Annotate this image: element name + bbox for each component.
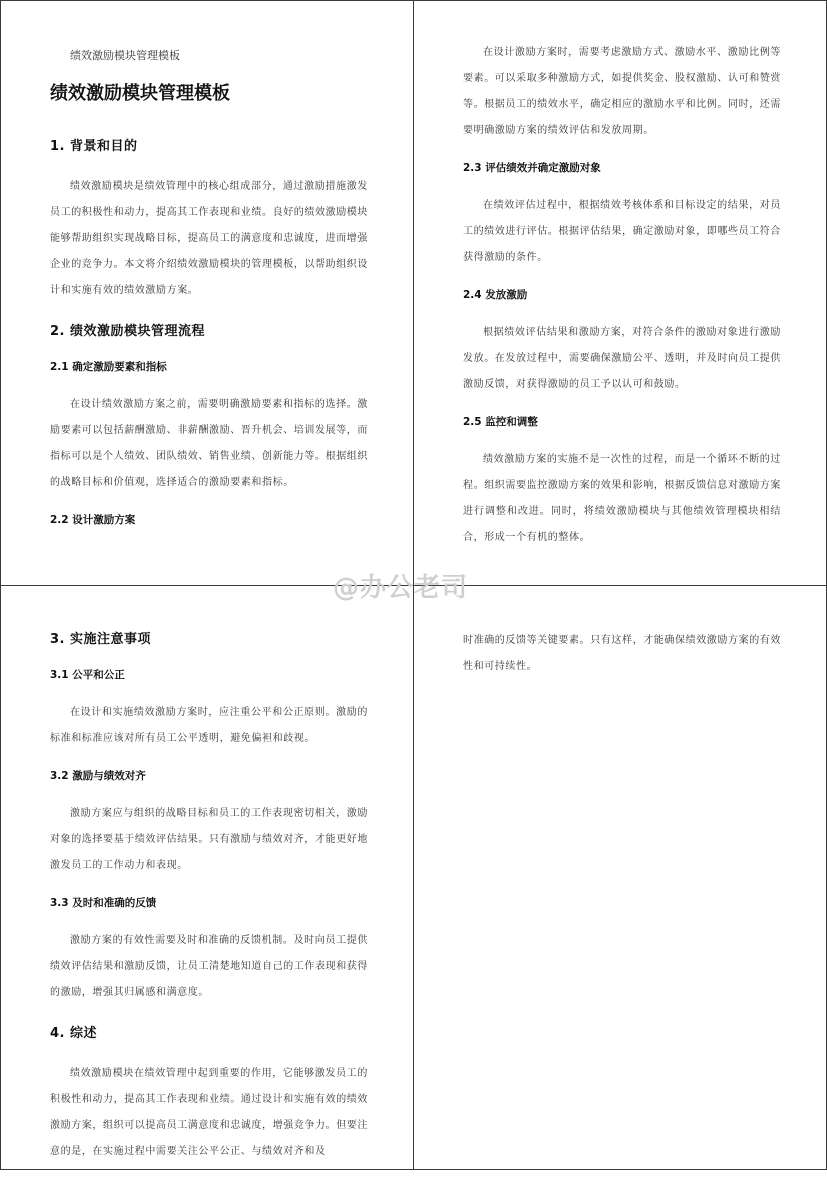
section-4-paragraph: 绩效激励模块在绩效管理中起到重要的作用，它能够激发员工的积极性和动力，提高其工作表现和业绩。通过设计和实施有效的绩效激励方案，组织可以提高员工满意度和忠诚度，增强竞争力。但要注意的是，在实施过程中需要关注公平公正、与绩效对齐和及 (50, 1068, 368, 1157)
section-2-4-paragraph: 根据绩效评估结果和激励方案，对符合条件的激励对象进行激励发放。在发放过程中，需要确保激励公平、透明，并及时向员工提供激励反馈，对获得激励的员工予以认可和鼓励。 (463, 327, 781, 390)
page-1 (50, 40, 368, 545)
section-3-1-heading: 3.1 公平和公正 (50, 669, 125, 681)
page-2 (463, 40, 781, 567)
section-2-2-heading: 2.2 设计激励方案 (50, 514, 136, 526)
watermark-text: @办公老司 (333, 573, 469, 603)
section-2-4-heading: 2.4 发放激励 (463, 289, 528, 301)
section-2-1-paragraph: 在设计绩效激励方案之前，需要明确激励要素和指标的选择。激励要素可以包括薪酬激励、非薪酬激励、晋升机会、培训发展等，而指标可以是个人绩效、团队绩效、销售业绩、创新能力等。根据组织的战略目标和价值观，选择适合的激励要素和指标。 (50, 399, 368, 488)
page-header-note: 绩效激励模块管理模板 (70, 49, 180, 62)
section-2-heading: 2. 绩效激励模块管理流程 (50, 324, 206, 339)
page-3 (50, 628, 368, 1181)
section-1-heading: 1. 背景和目的 (50, 139, 138, 154)
section-3-3-heading: 3.3 及时和准确的反馈 (50, 897, 157, 909)
section-2-1-heading: 2.1 确定激励要素和指标 (50, 361, 167, 373)
section-2-2-paragraph: 在设计激励方案时，需要考虑激励方式、激励水平、激励比例等要素。可以采取多种激励方式，如提供奖金、股权激励、认可和赞赏等。根据员工的绩效水平，确定相应的激励水平和比例。同时，还需要明确激励方案的绩效评估和发放周期。 (463, 47, 781, 136)
page-4 (463, 628, 781, 696)
section-2-5-heading: 2.5 监控和调整 (463, 416, 538, 428)
section-3-3-paragraph: 激励方案的有效性需要及时和准确的反馈机制。及时向员工提供绩效评估结果和激励反馈，让员工清楚地知道自己的工作表现和获得的激励，增强其归属感和满意度。 (50, 935, 368, 998)
section-3-1-paragraph: 在设计和实施绩效激励方案时，应注重公平和公正原则。激励的标准和标准应该对所有员工公平透明，避免偏袒和歧视。 (50, 707, 368, 744)
section-4-heading: 4. 综述 (50, 1026, 98, 1041)
section-2-5-paragraph: 绩效激励方案的实施不是一次性的过程，而是一个循环不断的过程。组织需要监控激励方案的效果和影响，根据反馈信息对激励方案进行调整和改进。同时，将绩效激励模块与其他绩效管理模块相结合，形成一个有机的整体。 (463, 454, 781, 543)
section-1-paragraph: 绩效激励模块是绩效管理中的核心组成部分，通过激励措施激发员工的积极性和动力，提高其工作表现和业绩。良好的绩效激励模块能够帮助组织实现战略目标，提高员工的满意度和忠诚度，进而增强企业的竞争力。本文将介绍绩效激励模块的管理模板，以帮助组织设计和实施有效的绩效激励方案。 (50, 181, 368, 296)
section-3-2-paragraph: 激励方案应与组织的战略目标和员工的工作表现密切相关，激励对象的选择要基于绩效评估结果。只有激励与绩效对齐，才能更好地激发员工的工作动力和表现。 (50, 808, 368, 871)
section-3-heading: 3. 实施注意事项 (50, 632, 152, 647)
section-3-2-heading: 3.2 激励与绩效对齐 (50, 770, 146, 782)
section-2-3-heading: 2.3 评估绩效并确定激励对象 (463, 162, 601, 174)
section-2-3-paragraph: 在绩效评估过程中，根据绩效考核体系和目标设定的结果，对员工的绩效进行评估。根据评估结果，确定激励对象，即哪些员工符合获得激励的条件。 (463, 200, 781, 263)
section-4-paragraph-continued: 时准确的反馈等关键要素。只有这样，才能确保绩效激励方案的有效性和可持续性。 (463, 635, 781, 672)
document-title: 绩效激励模块管理模板 (50, 83, 230, 104)
